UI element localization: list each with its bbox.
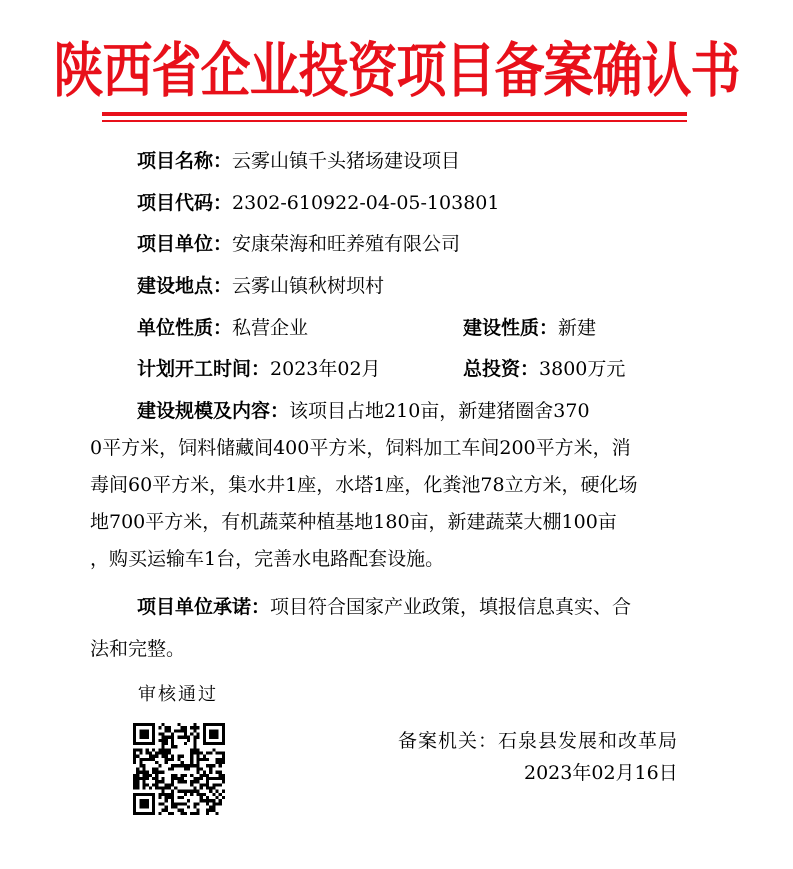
- commitment-label: 项目单位承诺：: [137, 596, 271, 618]
- start-time-row: [137, 356, 381, 382]
- title-rule-thin: [102, 120, 687, 122]
- review-status: 审核通过: [138, 684, 218, 705]
- scale-line: ，购买运输车1台，完善水电路配套设施。: [90, 548, 445, 570]
- unit-nature-row: [137, 315, 308, 341]
- filing-date: 2023年02月16日: [524, 762, 678, 784]
- project-unit-row: [137, 231, 460, 257]
- title-rule-thick: [102, 112, 687, 116]
- document-title: 陕西省企业投资项目备案确认书: [53, 35, 740, 106]
- qr-code-icon: [133, 723, 225, 815]
- commitment-paragraph: [90, 586, 700, 670]
- location-label: 建设地点：: [137, 275, 233, 297]
- scale-line: 0平方米，饲料储藏间400平方米，饲料加工车间200平方米，消: [90, 437, 631, 459]
- start-time-label: 计划开工时间：: [137, 358, 271, 380]
- location-row: [137, 273, 384, 299]
- scale-line: 毒间60平方米，集水井1座，水塔1座，化粪池78立方米，硬化场: [90, 474, 638, 496]
- project-code-row: [137, 190, 499, 216]
- start-time-value: 2023年02月: [270, 358, 381, 380]
- investment-row: [463, 356, 625, 382]
- project-name-label: 项目名称：: [137, 150, 233, 172]
- build-nature-label: 建设性质：: [463, 317, 559, 339]
- build-nature-row: [463, 315, 596, 341]
- commitment-line: 项目单位承诺：项目符合国家产业政策，填报信息真实、合: [137, 596, 632, 618]
- project-name-row: [137, 148, 460, 174]
- location-value: 云雾山镇秋树坝村: [232, 275, 385, 297]
- scale-line: 地700平方米，有机蔬菜种植基地180亩，新建蔬菜大棚100亩: [90, 511, 617, 533]
- project-code-label: 项目代码：: [137, 192, 233, 214]
- project-unit-label: 项目单位：: [137, 233, 233, 255]
- unit-nature-value: 私营企业: [232, 317, 309, 339]
- project-code-value: 2302-610922-04-05-103801: [232, 192, 500, 214]
- project-unit-value: 安康荣海和旺养殖有限公司: [232, 233, 461, 255]
- project-name-value: 云雾山镇千头猪场建设项目: [232, 150, 461, 172]
- scale-line: 建设规模及内容：该项目占地210亩，新建猪圈舍370: [137, 400, 590, 422]
- scale-paragraph: [90, 393, 700, 578]
- scale-label: 建设规模及内容：: [137, 400, 290, 422]
- investment-value: 3800万元: [539, 358, 626, 380]
- investment-label: 总投资：: [463, 358, 540, 380]
- filing-authority: 备案机关：石泉县发展和改革局: [398, 730, 679, 752]
- commitment-line: 法和完整。: [90, 638, 186, 660]
- unit-nature-label: 单位性质：: [137, 317, 233, 339]
- build-nature-value: 新建: [558, 317, 597, 339]
